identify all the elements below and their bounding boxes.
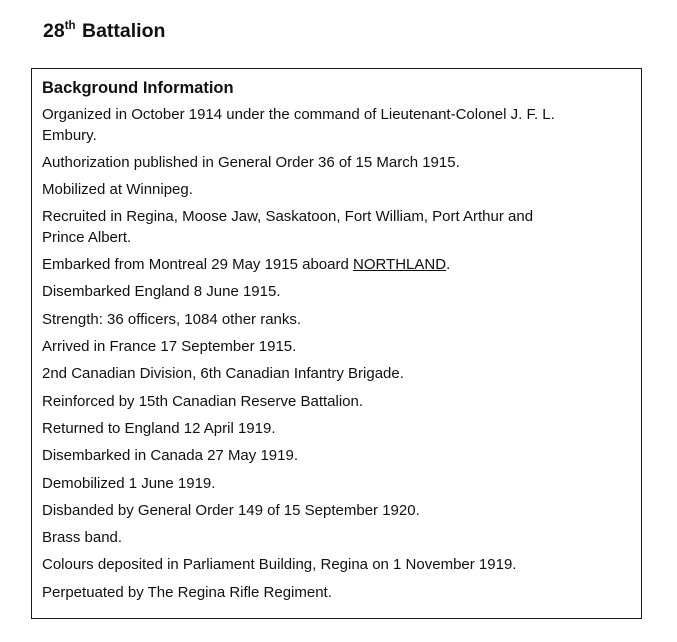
battalion-number: 28 [43,20,65,42]
fact-perpetuated: Perpetuated by The Regina Rifle Regiment. [42,583,332,601]
ship-name-link[interactable]: NORTHLAND [353,256,447,274]
fact-organized-line2: Embury. [42,126,97,144]
fact-reinforced: Reinforced by 15th Canadian Reserve Battalion. [42,392,364,410]
fact-disbanded: Disbanded by General Order 149 of 15 September 1920. [42,501,420,519]
facts-list [42,105,629,603]
fact-strength: Strength: 36 officers, 1084 other ranks. [42,310,302,328]
page-heading [43,18,165,47]
fact-embarked [42,255,629,276]
fact-band: Brass band. [42,529,123,547]
fact-demobilized: Demobilized 1 June 1919. [42,474,216,492]
box-title: Background Information [42,79,234,97]
fact-recruited-line1: Recruited in Regina, Moose Jaw, Saskatoon, Fort William, Port Arthur and [42,208,534,226]
fact-disembarked-canada: Disembarked in Canada 27 May 1919. [42,447,298,465]
fact-mobilized: Mobilized at Winnipeg. [42,181,193,199]
battalion-label: Battalion [81,20,166,42]
fact-division: 2nd Canadian Division, 6th Canadian Infantry Brigade. [42,365,404,383]
ordinal-suffix: th [64,20,76,32]
fact-arrived-france: Arrived in France 17 September 1915. [42,338,297,356]
fact-organized [42,105,629,146]
fact-organized-line1: Organized in October 1914 under the command of Lieutenant-Colonel J. F. L. [42,106,555,123]
fact-embarked-text: Embarked from Montreal 29 May 1915 aboard [42,256,353,274]
fact-colours: Colours deposited in Parliament Building, Regina on 1 November 1919. [42,556,517,574]
background-information-box [31,68,642,619]
fact-recruited-line2: Prince Albert. [42,228,132,246]
fact-authorization: Authorization published in General Order 36 of 15 March 1915. [42,153,460,171]
fact-recruited [42,207,629,248]
fact-disembarked-england: Disembarked England 8 June 1915. [42,283,281,301]
fact-returned: Returned to England 12 April 1919. [42,419,276,437]
fact-embarked-period: . [446,256,451,274]
